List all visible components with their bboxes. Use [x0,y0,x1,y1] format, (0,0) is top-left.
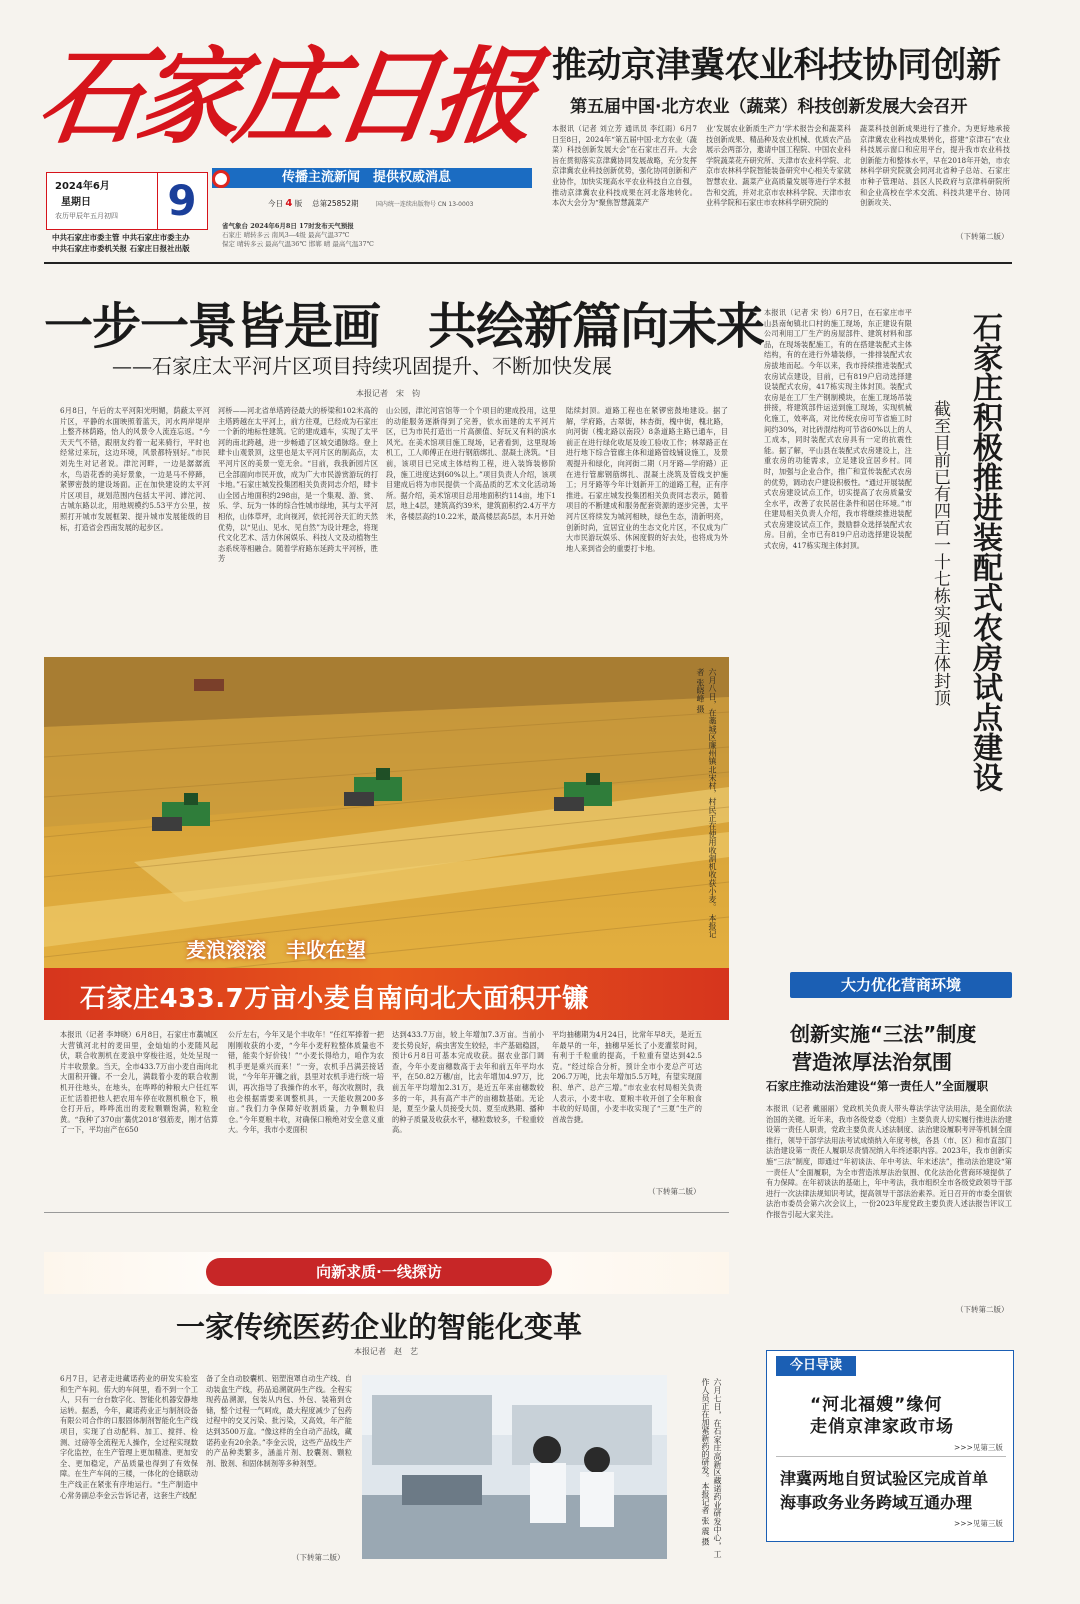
continued-note: （下转第二版） [648,1187,701,1196]
wheat-field-illustration [44,657,729,1007]
top-article-text: 本次大会分为“聚焦智慧蔬菜产 [552,198,650,208]
wheat-story-col: 本报讯（记者 李坤晓）6月8日，石家庄市藁城区大营镇河北村的麦田里，金灿灿的小麦随风起伏，联合收割机在麦浪中穿梭往返，处处呈现一片丰收景象。当天，全市433.7万亩小麦自南向北大面积开镰。不一会儿，满载着小麦的联合收割机开往地头，在地头，在哗哗的种粮大户任红军正忙活着把他人把农用车停在收割机粮仓下，粮仓打开后，哗哗流出的麦粒颗颗饱满，粒粒金黄。“我种了370亩‘藁优2018’强筋麦，刚才估算了一下，平均亩产在650 [60,1030,218,1135]
issue-weekday: 星期日 [61,197,91,208]
guide-item-headline[interactable]: 津冀两地自贸试验区完成首单 [780,1469,989,1488]
sponsor-line: 中共石家庄市委主管 中共石家庄市委主办 [52,233,190,242]
top-article-col: 业‘发展农业新质生产力’学术报告会和蔬菜科技创新成果、精品种及农业机械、优质农产品展示会两部分，邀请中国工程院、中国农业科学院蔬菜花卉研究所、天津市农业科学院、北京市农林科学院智能装备研究中心相关专家就智慧农业、蔬菜产业高质量发展等进行学术报告和交流，并对北京市农林科学院、天津市农业科学院和石家庄市农林科学研究院的 [706,124,851,208]
issue-pages-unit: 版 [294,199,303,208]
guide-item-headline[interactable]: 走俏京津家政市场 [810,1417,954,1437]
weather-line: 石家庄 晴转多云 南风3—4级 最高气温37℃ [222,231,350,239]
guide-item-headline[interactable]: “河北福嫂”缘何 [810,1395,943,1415]
guide-divider [776,1456,1006,1457]
weather-box [222,222,374,249]
weather-line: 保定 晴转多云 最高气温36℃ 邯郸 晴 最高气温37℃ [222,240,374,248]
sponsor-info [52,232,190,254]
wheat-harvest-photo [44,657,729,1007]
guide-see-page[interactable]: >>>见第三版 [954,1519,1003,1528]
right-subhead: 截至目前已有四百一十七栋实现主体封顶 [930,400,950,706]
issue-date: 2024年6月 [55,181,110,192]
masthead-logo [31,22,540,172]
issue-pages: 4 [285,198,293,209]
sponsor-line: 中共石家庄市委机关报 石家庄日报社出版 [52,244,190,253]
main-subhead: ——石家庄太平河片区项目持续巩固提升、不断加快发展 [112,354,612,378]
right-story-col: 本报讯（记者 宋 钧）6月7日，在石家庄市平山县南甸镇北口村的施工现场，东正建设有限公司利用工厂生产的房屋部件、建筑材料和部品，在现场装配施工，有的在搭建装配式主体结构，有的在进行外墙装修，一排排装配式农房拔地而起。今年以来，我市持续推进装配式农房试点建设，目前，已有819户启动选择建设装配式农房，417栋实现主体封顶。装配式农房是在工厂生产钢制模块，在施工现场吊装拼接，将建筑部件运送到施工现场，实现机械化施工，效率高，对比传统农房可节省施工时间约30%，对比砖混结构可节省60%以上的人工成本，同时装配式农房具有一定的抗震性能。据了解，平山县在装配式农房建设上，注重农房的功能需求，立足建设宜居乡村。同时，加强与企业合作，推广和宣传装配式农房的优势，调动农户建设积极性。“通过开展装配式农房建设试点工作，切实提高了农房质量安全水平，改善了农民居住条件和居住环境。”市住建局相关负责人介绍，我市将继续推进装配式农房建设试点工作，鼓励群众选择装配式农房。目前，全市已有819户启动选择建设装配式农房，417栋实现主体封顶。 [764,308,912,551]
slogan-bar: 传播主流新闻 提供权威消息 [212,168,532,188]
today-guide-tag: 今日导读 [776,1356,856,1376]
newspaper-emblem-icon [212,170,230,188]
law-headline: 创新实施“三法”制度 [790,1022,977,1046]
issue-info [268,198,473,209]
continued-note: （下转第二版） [956,1305,1009,1314]
pharma-story-col: 6月7日，记者走进藏诺药业的研发实验室和生产车间。偌大的车间里，看不到一个工人，只有一台台数字化、智能化机器安静地运转。据悉，今年，藏诺药业正与制剂设备有限公司合作的口服固体制剂智能化生产线项目，实现了自动配料、加工、搅拌、检测、过磅等全流程无人操作，全过程实现数字化监控，在生产管理上更加精准、更加安全、更加稳定，产品质量也得到了有效保障。在生产车间的三楼，一体化的仓储联动生产线正在紧张有序地运行。“生产制造中心常务副总李金云告诉记者，这套生产线配 [60,1374,198,1500]
pharma-byline: 本报记者 赵 艺 [354,1347,418,1356]
lab-illustration [362,1375,667,1559]
main-headline: 一步一景皆是画 共绘新篇向未来 [44,298,765,355]
truck-icon [194,679,224,691]
main-story-col: 陆续封顶。道路工程也在紧锣密鼓地建设。据了解，学府路，古翠街，林杏街，槐中街，槐北路，向河街（槐北路以南段）8条道路主路已通车，目前正在进行绿化收尾及竣工验收工作；林翠路正在进行地下综合管廊主体和道路管线铺设施工，及景观提升和绿化，向河街二期（月牙路—学府路）正在进行管廊钢筋绑扎、混凝土浇筑及管线支护施工；月牙路等今年计划新开工的道路工程，正有序推进。石家庄城发投集团相关负责同志表示，随着项目的不断建成和服务配套资源的逐步完善，太平河片区将续发为城河相映，绿色生态，清新明亮，创新时尚，宜居宜业的生态文化片区，不仅成为广大市民游玩娱乐、休闲度假的好去处，也将成为外地人来到省会的重要打卡地。 [566,406,728,553]
pharma-headline: 一家传统医药企业的智能化变革 [176,1310,583,1344]
continued-note: （下转第二版） [292,1553,345,1562]
law-subhead: 石家庄推动法治建设“第一责任人”全面履职 [766,1079,989,1093]
top-article-col [552,124,697,242]
caption-text: 六月八日，在藁城区廉州镇北宋村，村民正在使用收割机收获小麦。 [708,668,717,912]
main-byline: 本报记者 宋 钧 [356,389,420,398]
main-story-col: 6月8日，午后的太平河阳光明媚，荫蔽太平河片区，平静的水面映照着蓝天，河水两岸堤岸上整齐林荫路，怡人的风景令人流连忘返。“今天天气不错，跟朋友约着一起来骑行，平时也经常过来玩，这边环境，风景都特别好。”市民刘先生对记者说。津沱河畔，一边是潺潺流水，鸟语花香的美好景象，一边是马不停蹄，紧锣密鼓的建设场面。正在加快建设的太平河片区项目，规划范围内包括太平河、滹沱河、古城东路以北，用地规模约5.53平方公里，按照打开城市发展框架、提升城市发展能级的目标，打造省会西南发展的起步区。 [60,406,210,532]
right-headline: 石家庄积极推进装配式农房试点建设 [967,312,1002,792]
guide-item-headline[interactable]: 海事政务业务跨域互通办理 [780,1493,973,1512]
law-headline: 营造浓厚法治氛围 [792,1050,952,1074]
issue-cn: 国内统一连续出版物号 CN 13-0003 [375,201,474,208]
lunar-date: 农历甲辰年五月初四 [55,212,118,220]
continued-note: （下转第二版） [956,232,1009,241]
top-article-text: 本报讯（记者 刘立芳 通讯员 李红雨）6月7日至8日，2024年“第五届中国·北方农业（蔬菜）科技创新发展大会”在石家庄召开。大会旨在贯彻落实京津冀协同发展战略，充分发挥京津冀农业科技创新优势，强化协同创新和产业协作，加快实现高水平农业科技自立自强，推动京津冀农业科技成果在河北落地转化。 [552,124,697,197]
caption-credit: 本报记者 张晓峰 摄 [696,668,717,938]
wheat-photo-caption [686,668,718,938]
top-article-col: 蔬菜科技创新成果进行了推介。为更好地承接京津冀农业科技成果转化，搭建“京津石”农业科技展示窗口和应用平台，提升我市农业科技创新能力和整体水平，早在2018年开始，市农林科学研究院就会同河北省种子总站、石家庄市种子管理站、县区人民政府与京津科研院所和企业高校在学术交流、科技共建平台、协同创新攻关、 [860,124,1010,208]
law-story-col: 本报讯（记者 戴丽丽）党政机关负责人带头尊法学法守法用法，是全面依法治国的关键。近年来，我市各级党委（党组）主要负责人切实履行推进法治建设第一责任人职责，党政主要负责人述法制度、法治建设履职考评等机制全面推行，领导干部学法用法考试成绩纳入年度考核，各县（市、区）和市直部门法治建设第一责任人履职尽责情况纳入年终述职内容。2023年，我市创新实施“三法”制度，即通过“年初谈法、年中考法、年末述法”，推动法治建设“第一责任人”全面履职，为全市营造浓厚法治氛围、优化法治化营商环境提供了有力保障。在年初谈法的基础上，年中考法，我市组织全市各级党政领导干部进行一次法律法规知识考试，提高领导干部法治素养。近日召开的市委全面依法治市委员会第六次会议上，一份2023年度党政主要负责人述法报告评议工作报告引起大家关注。 [766,1104,1012,1219]
main-story-col: 山公园，津沱河宫馆等一个个项目的建成投用，这里的动能服务逐渐得到了完善，依水而建的太平河片区，已为市民打造出一片高颜值、好玩又有料的滨水风光。在美术馆项目施工现场，记者看到，这里现场机工，工人师傅正在进行钢筋绑扎、混凝土浇筑。“目前，该项目已完成主体结构工程，进入装饰装修阶段，施工进度达到60%以上。”项目负责人介绍，该项目建成后将为市民提供一个高品质的艺术文化活动场所。据介绍，美术馆项目总用地面积约114亩，地下1层，地上4层，建筑高约39米，建筑面积约2.4万平方米，各楼层高约10.22米，最高楼层高5层，本月开始 [386,406,556,521]
issue-today: 今日 [268,199,283,208]
date-box [46,172,208,230]
top-subhead: 第五届中国·北方农业（蔬菜）科技创新发展大会召开 [570,97,968,117]
lab-photo [362,1375,667,1559]
lab-photo-caption: 六月七日，在石家庄高新区藏诺药业研发中心，工作人员正在加紧新药的研发。本报记者 张 震 摄 [701,1378,722,1558]
pharma-story-col: 备了全自动胶囊机、铝塑泡罩自动生产线、自动装盒生产线，药品追溯就码生产线。全程实现药品溯源，包装从内包、外包、装箱到仓储，整个过程一气呵成，最大程度减少了包药过程中的交叉污染、批污染，又高效，年产能达到3500万盒。“像这样的全自动产品线，藏诺药业有20余条。”李金云说，这些产品线生产的产品种类繁多，涵盖片剂、胶囊剂、颗粒剂、散剂、和固体制剂等多种剂型。 [206,1374,352,1468]
business-environment-bar: 大力优化营商环境 [790,972,1012,998]
wheat-story-col: 达到433.7万亩，较上年增加7.3万亩。当前小麦长势良好，病虫害发生较轻，丰产基础稳固，预计6月8日可基本完成收获。据农业部门调查，今年小麦亩穗数高于去年和前五年平均水平，在50.82万穗/亩，比去年增加4.97万，比前五年平均增加2.31万，是近五年来亩穗数较多的一年，具有高产丰产的亩穗数基础。无论是，夏至少量人员接受大员、夏至成熟期、播种的种子质量及收获水平，穗粒数较多，千粒重较高。 [392,1030,544,1135]
weather-title: 省气象台 2024年6月8日 17时发布天气预报 [222,222,354,230]
main-story-col: 河桥——河北省单塔跨径最大的桥梁和102米高的主塔跨越在太平河上，前方往观，已经成为石家庄一个新的地标性建筑。它的建成通车，实现了太平河的南北跨越，进一步畅通了区城交通脉络。登上肆卡山观景顶，这里也是太平河片区的制高点，太平河片区的美景一览无余。“目前，我我新园片区已全部面向市民开放，成为广大市民游赏游玩的打卡地。”石家庄城发投集团相关负责同志介绍，肆卡山全园占地面积约298亩，是一个集观、游、赏、乐、学、玩为一体的综合性城市绿地，其与太平河相依，山体草坪，北向视河，依托河谷天汇的天然优势，以“见山、见水、见自然”为设计理念，将现代文化艺术、活力休闲娱乐、科技人文及动植物生态系统等相融合。随着学府路东延跨太平河桥，胜芳 [218,406,378,564]
wheat-tag: 麦浪滚滚 丰收在望 [186,938,366,962]
newspaper-title: 石家庄日报 [31,35,539,158]
wheat-story-col: 平均抽穗期为4月24日，比常年早8天，是近五年最早的一年，抽穗早延长了小麦灌浆时间，有利于千粒重的提高，千粒重有望达到42.5克。“经过综合分析，预计全市小麦总产可达206.7万吨，比去年增加5.5万吨，有望实现面积、单产、总产三增。”市农业农村局相关负责人表示，小麦丰收、夏粮丰收开创了全年粮食丰收的好局面，小麦丰收实现了“三夏”生产的首战告捷。 [552,1030,702,1124]
pharma-tag: 向新求质·一线探访 [206,1258,552,1286]
wheat-story-col: 公斤左右，今年又是个丰收年！”任红军捧着一把刚刚收获的小麦，“今年小麦籽粒整体质量也不错，能卖个好价钱！”“小麦长得给力，咱作为农机手更是乘兴而来！”一旁，农机手吕满芸接话说，“今年年开镰之前，县里对农机手进行统一培训，再次指导了我操作的水平，每次收割时，我也会根据需要来调整机具，一天能收割200多亩。”我们力争保障好收割质量，力争颗粒归仓。”今年夏粮丰收，对确保口粮绝对安全意义重大。今年，我市小麦面积 [228,1030,384,1135]
guide-see-page[interactable]: >>>见第三版 [954,1443,1003,1452]
issue-total: 总第25852期 [312,199,359,208]
wheat-headline: 石家庄433.7万亩小麦自南向北大面积开镰 [80,984,589,1014]
top-headline: 推动京津冀农业科技协同创新 [552,46,1001,86]
issue-day: 9 [157,173,206,229]
